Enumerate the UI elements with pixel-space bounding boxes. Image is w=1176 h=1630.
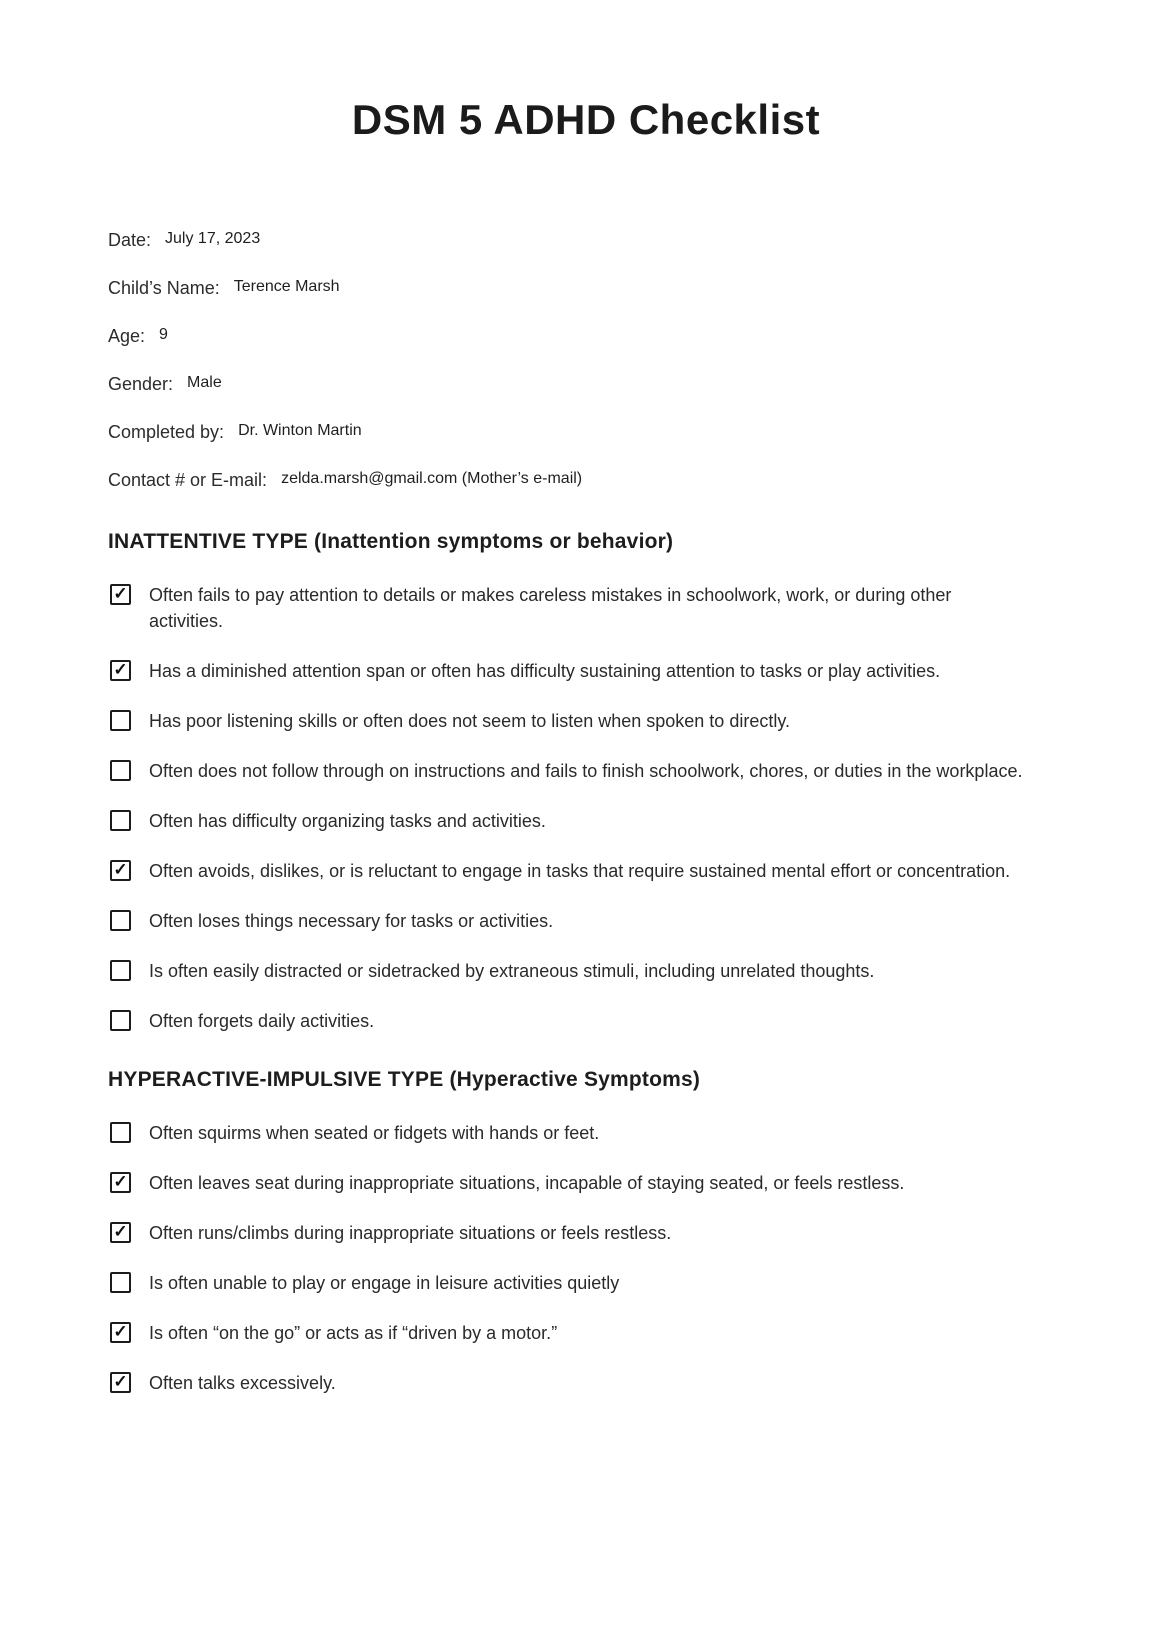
checklist-item [108,1320,1064,1346]
field-value[interactable]: Dr. Winton Martin [238,422,362,439]
checkbox[interactable] [110,1010,131,1031]
checklist-items [108,1120,1064,1396]
checkmark-icon: ✓ [113,660,128,679]
form-field-row [108,470,1064,496]
field-value[interactable]: Male [187,374,222,391]
checklist-item [108,958,1064,984]
field-label: Gender: [108,374,174,394]
checklist-section [108,1068,1064,1396]
checkbox[interactable] [110,1222,131,1243]
checkbox[interactable] [110,910,131,931]
checklist-item [108,582,1064,634]
checkbox[interactable] [110,810,131,831]
checkbox[interactable] [110,1322,131,1343]
form-field-row [108,422,1064,448]
section-heading: INATTENTIVE TYPE (Inattention symptoms or behavior) [108,530,674,553]
checkbox[interactable] [110,860,131,881]
checklist-item-label: Often leaves seat during inappropriate situations, incapable of staying seated, or feels restless. [149,1173,905,1193]
checklist-item [108,1370,1064,1396]
checkbox[interactable] [110,960,131,981]
checklist-item-label: Often squirms when seated or fidgets with hands or feet. [149,1123,600,1143]
checkbox[interactable] [110,710,131,731]
checkbox[interactable] [110,660,131,681]
page-title: DSM 5 ADHD Checklist [351,96,821,143]
field-label: Age: [108,326,146,346]
checklist-item-label: Often forgets daily activities. [149,1011,375,1031]
checklist-item [108,908,1064,934]
checkmark-icon: ✓ [113,860,128,879]
checklist-item-label: Often talks excessively. [149,1373,336,1393]
checklist-item [108,1008,1064,1034]
field-label: Date: [108,230,152,250]
checkmark-icon: ✓ [113,1322,128,1341]
form-field-row [108,326,1064,352]
checkbox[interactable] [110,1122,131,1143]
field-label: Contact # or E-mail: [108,470,268,490]
checklist-item [108,858,1064,884]
checklist-sections [108,530,1064,1396]
checkmark-icon: ✓ [113,1172,128,1191]
form-field-row [108,374,1064,400]
checklist-item [108,1120,1064,1146]
checklist-item [108,658,1064,684]
form-field-row [108,278,1064,304]
checkbox[interactable] [110,1372,131,1393]
checklist-item [108,758,1064,784]
checkmark-icon: ✓ [113,1222,128,1241]
checklist-item-label: Has poor listening skills or often does not seem to listen when spoken to directly. [149,711,790,731]
checklist-item [108,1170,1064,1196]
checkmark-icon: ✓ [113,1372,128,1391]
section-heading: HYPERACTIVE-IMPULSIVE TYPE (Hyperactive Symptoms) [108,1068,701,1091]
checklist-item-label: Often runs/climbs during inappropriate situations or feels restless. [149,1223,672,1243]
field-value[interactable]: July 17, 2023 [165,230,261,247]
checklist-item [108,708,1064,734]
field-value[interactable]: zelda.marsh@gmail.com (Mother’s e-mail) [281,470,583,487]
field-value[interactable]: 9 [159,326,168,343]
form-fields [108,230,1064,496]
checkbox[interactable] [110,1172,131,1193]
field-label: Completed by: [108,422,225,442]
checklist-item-label: Often does not follow through on instructions and fails to finish schoolwork, chores, or duties in the workplace. [149,761,1023,781]
checklist-section [108,530,1064,1034]
checklist-item-label: Is often easily distracted or sidetracked by extraneous stimuli, including unrelated thoughts. [149,961,875,981]
checklist-item-label: Often fails to pay attention to details or makes careless mistakes in schoolwork, work, or during other activities. [149,585,952,631]
checkbox[interactable] [110,584,131,605]
checklist-item-label: Often loses things necessary for tasks or activities. [149,911,554,931]
checkmark-icon: ✓ [113,584,128,603]
checklist-item-label: Is often “on the go” or acts as if “driven by a motor.” [149,1323,558,1343]
field-label: Child’s Name: [108,278,220,298]
checklist-item-label: Has a diminished attention span or often has difficulty sustaining attention to tasks or play activities. [149,661,941,681]
checkbox[interactable] [110,760,131,781]
checklist-items [108,582,1064,1034]
checklist-item [108,808,1064,834]
checklist-item-label: Is often unable to play or engage in leisure activities quietly [149,1273,620,1293]
field-value[interactable]: Terence Marsh [233,278,340,295]
checklist-item [108,1270,1064,1296]
checklist-item-label: Often avoids, dislikes, or is reluctant to engage in tasks that require sustained mental effort or concentration. [149,861,1011,881]
checklist-item [108,1220,1064,1246]
checklist-item-label: Often has difficulty organizing tasks and activities. [149,811,546,831]
checkbox[interactable] [110,1272,131,1293]
form-field-row [108,230,1064,256]
